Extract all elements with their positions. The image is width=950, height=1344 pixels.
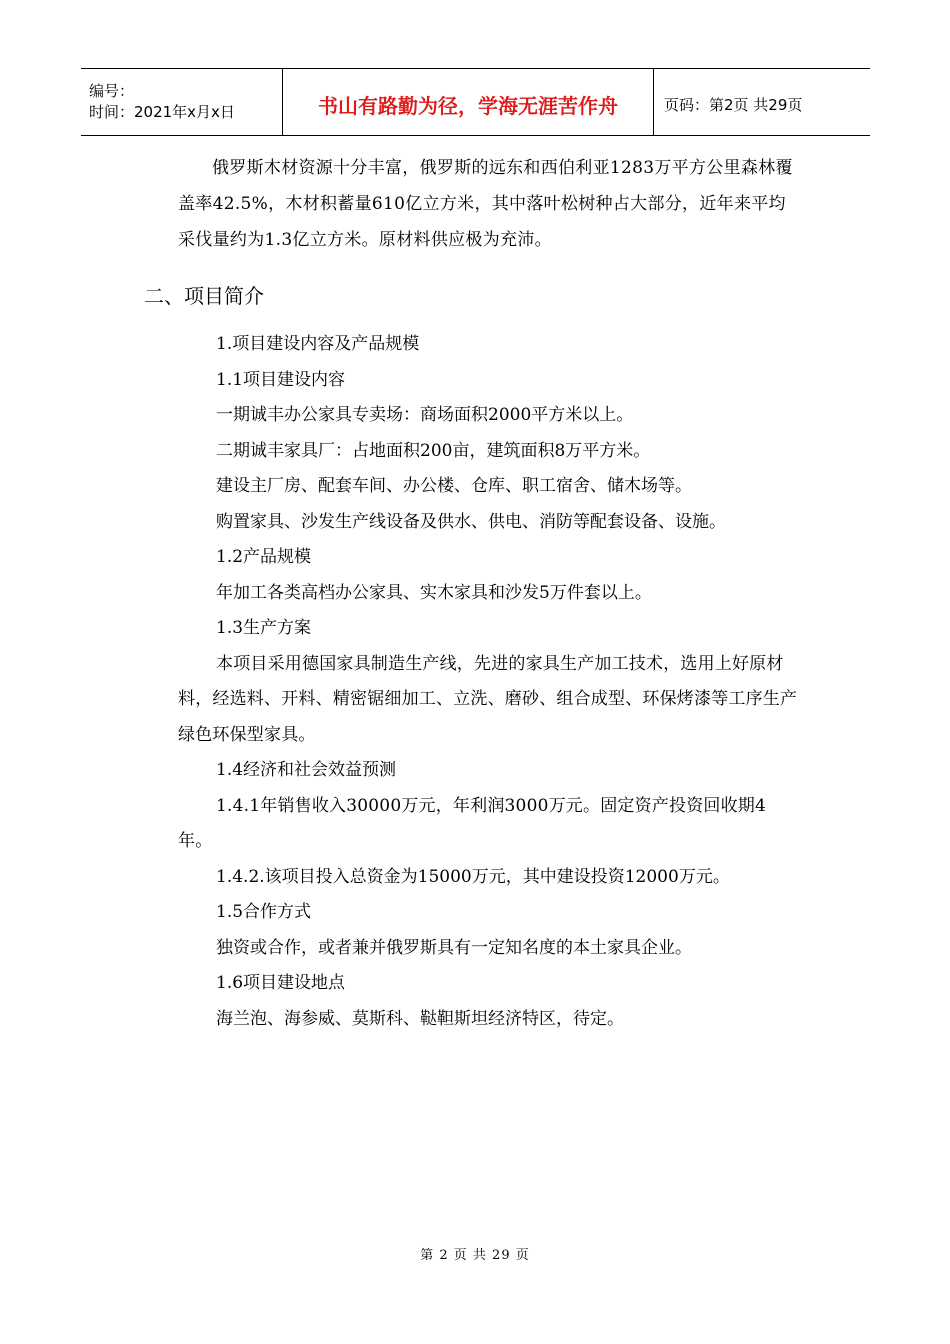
- content-line: 二期诚丰家具厂：占地面积200亩，建筑面积8万平方米。: [216, 440, 651, 461]
- content-line: 独资或合作，或者兼并俄罗斯具有一定知名度的本土家具企业。: [216, 937, 692, 958]
- content-line: 年加工各类高档办公家具、实木家具和沙发5万件套以上。: [216, 582, 652, 603]
- content-line: 海兰泡、海参威、莫斯科、鞑靼斯坦经济特区，待定。: [216, 1008, 624, 1029]
- content-line: 1.4.2.该项目投入总资金为15000万元，其中建设投资12000万元。: [216, 866, 730, 887]
- header-meta-cell: [81, 69, 283, 135]
- content-line: 建设主厂房、配套车间、办公楼、仓库、职工宿舍、储木场等。: [216, 476, 692, 496]
- subsection-title: 1.6项目建设地点: [216, 973, 346, 993]
- subsection-title: 1.2产品规模: [216, 547, 312, 567]
- subsection-title: 1.1项目建设内容: [216, 369, 346, 390]
- intro-paragraph: 俄罗斯木材资源十分丰富，俄罗斯的远东和西伯利亚1283万平方公里森林覆盖率42.5%，木材积蓄量610亿立方米，其中落叶松树种占大部分，近年来平均采伐量约为1.3亿立方米。原材料供应极为充沛。: [178, 158, 793, 250]
- subsection-title: 1.5合作方式: [216, 902, 312, 922]
- header-page-cell: [654, 69, 870, 135]
- document-header: [81, 68, 870, 136]
- content-paragraph: 本项目采用德国家具制造生产线，先进的家具生产加工技术，选用上好原材料，经选料、开料、精密锯细加工、立洗、磨砂、组合成型、环保烤漆等工序生产绿色环保型家具。: [178, 653, 798, 745]
- subsection-title: 1.3生产方案: [216, 618, 312, 638]
- content-line: 一期诚丰办公家具专卖场：商场面积2000平方米以上。: [216, 405, 634, 425]
- subsection-title: 1.项目建设内容及产品规模: [216, 334, 420, 354]
- header-motto: 书山有路勤为径，学海无涯苦作舟: [318, 93, 618, 118]
- content-line: 购置家具、沙发生产线设备及供水、供电、消防等配套设备、设施。: [216, 511, 726, 532]
- header-page-info: 页码：第2页 共29页: [664, 95, 803, 114]
- page-footer: 第 2 页 共 29 页: [420, 1248, 530, 1263]
- content-paragraph: 1.4.1年销售收入30000万元，年利润3000万元。固定资产投资回收期4年。: [178, 795, 767, 851]
- project-details: [178, 327, 798, 1037]
- section-heading: 二、项目简介: [144, 284, 264, 308]
- subsection-title: 1.4经济和社会效益预测: [216, 760, 397, 780]
- header-motto-cell: [283, 69, 654, 135]
- intro-section: [178, 150, 798, 258]
- document-time-label: 时间：2021年x月x日: [89, 103, 235, 121]
- document-code-label: 编号：: [89, 82, 135, 100]
